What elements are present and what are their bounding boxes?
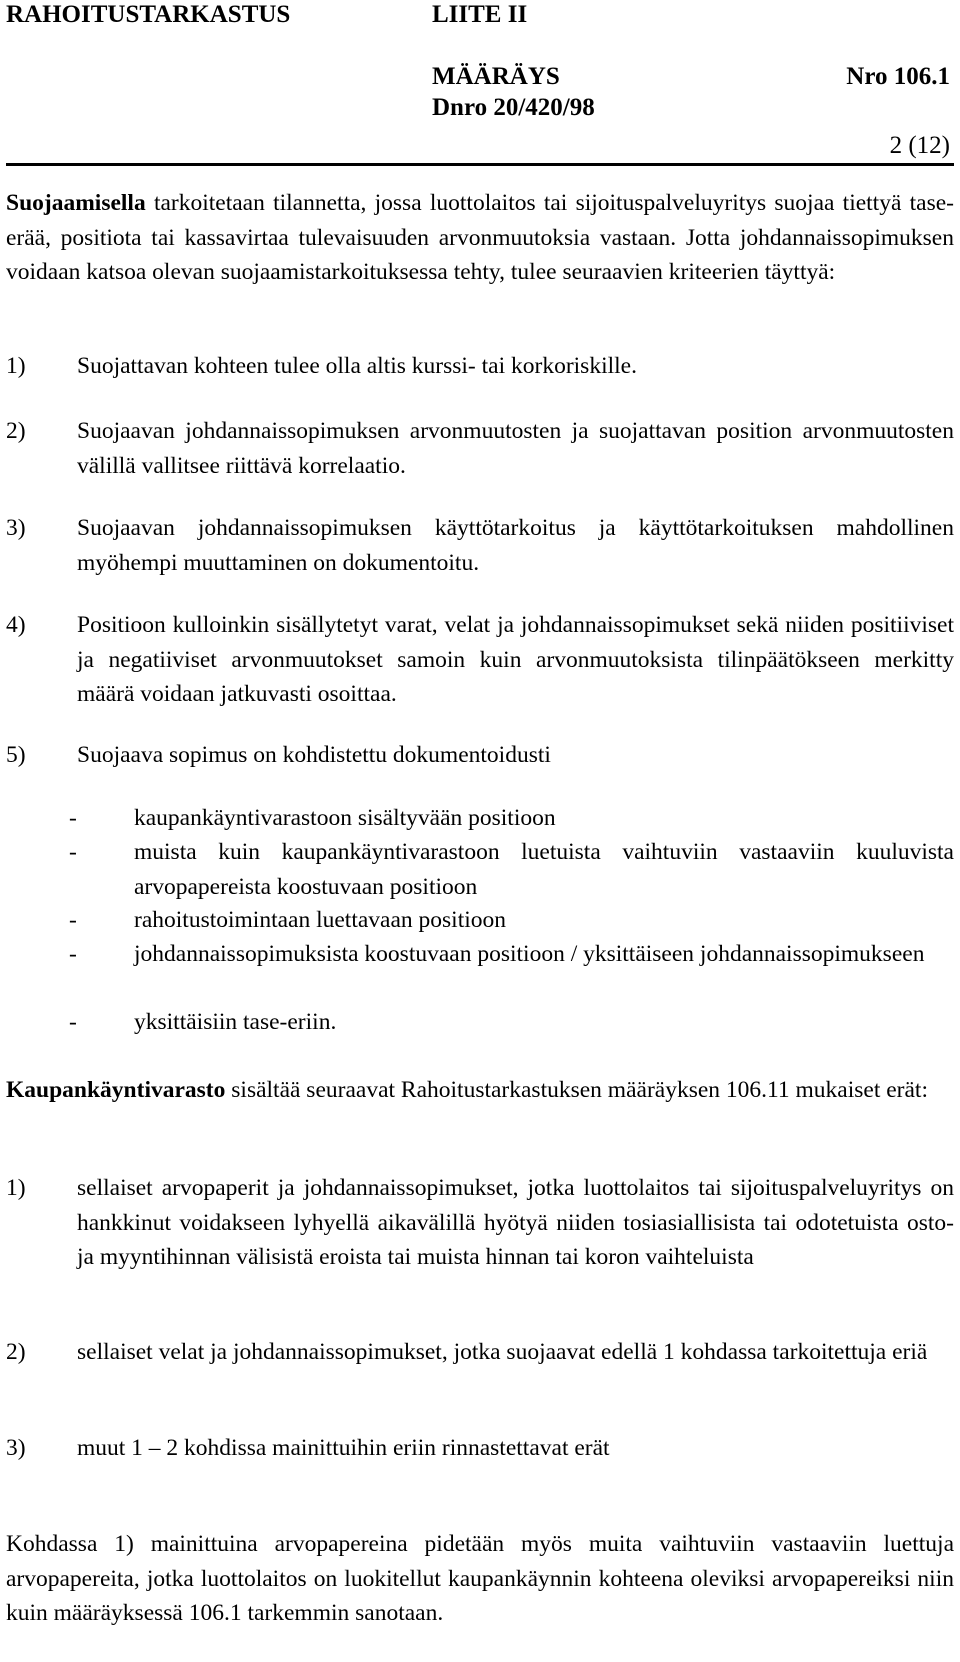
header-doc-type: MÄÄRÄYS (432, 63, 560, 90)
dash-item (69, 801, 954, 836)
trading-item-text: sellaiset arvopaperit ja johdannaissopimukset, jotka luottolaitos tai sijoituspalveluyritys on hankkinut voidakseen lyhyellä aikavälillä hyötyä niiden tosiasiallisista tai odotetuista osto- ja myyntihinnan välisistä eroista tai muista hinnan tai koron vaihteluista (77, 1175, 954, 1270)
dash-item (69, 937, 954, 972)
trading-text: sisältää seuraavat Rahoitustarkastuksen määräyksen 106.11 mukaiset erät: (225, 1077, 928, 1103)
criterion-text: Suojattavan kohteen tulee olla altis kurssi- tai korkoriskille. (77, 353, 637, 379)
header-org: RAHOITUSTARKASTUS (6, 1, 291, 28)
dash-item (69, 835, 954, 904)
header-doc-number: Nro 106.1 (846, 63, 950, 90)
dash-mark: - (69, 941, 77, 967)
criterion-number: 2) (6, 418, 26, 444)
header-rule (6, 163, 954, 166)
trading-item-text: muut 1 – 2 kohdissa mainittuihin eriin rinnastettavat erät (77, 1435, 610, 1461)
criterion-item (6, 738, 954, 773)
intro-paragraph (6, 186, 954, 290)
dash-text: muista kuin kaupankäyntivarastoon luetuista vaihtuviin vastaaviin kuuluvista arvopapereista koostuvaan positioon (134, 839, 954, 900)
header-dnro: Dnro 20/420/98 (432, 94, 595, 121)
trading-paragraph (6, 1073, 954, 1108)
dash-mark: - (69, 1009, 77, 1035)
trading-item (6, 1431, 954, 1466)
dash-item (69, 903, 954, 938)
dash-text: kaupankäyntivarastoon sisältyvään positioon (134, 805, 556, 831)
criterion-text: Suojaavan johdannaissopimuksen käyttötarkoitus ja käyttötarkoituksen mahdollinen myöhempi muuttaminen on dokumentoitu. (77, 515, 954, 576)
intro-text: tarkoitetaan tilannetta, jossa luottolaitos tai sijoituspalveluyritys suojaa tiettyä tase-erää, positiota tai kassavirtaa tulevaisuuden arvonmuutoksia vastaan. Jotta johdannaissopimuksen voidaan katsoa olevan suojaamistarkoituksessa tehty, tulee seuraavien kriteerien täyttyä: (6, 190, 954, 285)
trading-term: Kaupankäyntivarasto (6, 1077, 226, 1103)
criterion-number: 4) (6, 612, 26, 638)
trading-item (6, 1335, 954, 1370)
criterion-number: 1) (6, 353, 26, 379)
criterion-item (6, 349, 954, 384)
closing-paragraph: Kohdassa 1) mainittuina arvopapereina pidetään myös muita vaihtuviin vastaaviin luettuja arvopapereita, jotka luottolaitos on luokitellut kaupankäynnin kohteena oleviksi arvopapereiksi niin kuin määräyksessä 106.1 tarkemmin sanotaan. (6, 1531, 954, 1626)
intro-term: Suojaamisella (6, 190, 146, 216)
dash-text: yksittäisiin tase-eriin. (134, 1009, 337, 1035)
criterion-text: Suojaavan johdannaissopimuksen arvonmuutosten ja suojattavan position arvonmuutosten välillä vallitsee riittävä korrelaatio. (77, 418, 954, 479)
dash-text: johdannaissopimuksista koostuvaan positioon / yksittäiseen johdannaissopimukseen (134, 941, 925, 967)
trading-item-number: 1) (6, 1175, 26, 1201)
criterion-number: 5) (6, 742, 26, 768)
criterion-item (6, 608, 954, 712)
criterion-number: 3) (6, 515, 26, 541)
criterion-text: Suojaava sopimus on kohdistettu dokumentoidusti (77, 742, 551, 768)
page-indicator: 2 (12) (889, 132, 950, 159)
criterion-text: Positioon kulloinkin sisällytetyt varat, velat ja johdannaissopimukset sekä niiden positiiviset ja negatiiviset arvonmuutokset samoin kuin arvonmuutoksista tilinpäätökseen merkitty määrä voidaan jatkuvasti osoittaa. (77, 612, 954, 707)
trading-item-text: sellaiset velat ja johdannaissopimukset, jotka suojaavat edellä 1 kohdassa tarkoitettuja eriä (77, 1339, 928, 1365)
header-appendix: LIITE II (432, 1, 528, 28)
dash-mark: - (69, 805, 77, 831)
dash-mark: - (69, 907, 77, 933)
criterion-item (6, 511, 954, 580)
dash-mark: - (69, 839, 77, 865)
criterion-item (6, 414, 954, 483)
dash-item (69, 1005, 954, 1040)
trading-item (6, 1171, 954, 1275)
trading-item-number: 3) (6, 1435, 26, 1461)
trading-item-number: 2) (6, 1339, 26, 1365)
dash-text: rahoitustoimintaan luettavaan positioon (134, 907, 507, 933)
